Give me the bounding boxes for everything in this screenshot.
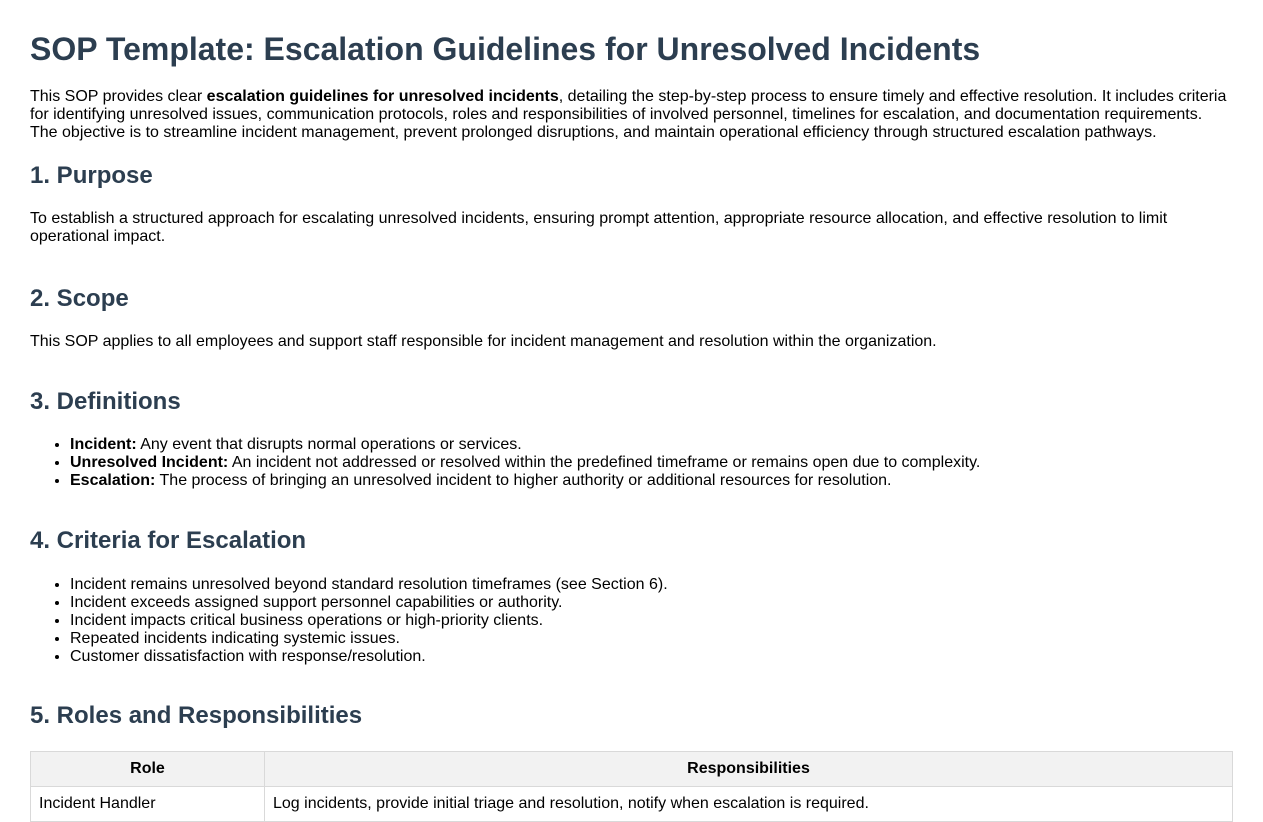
intro-text-end: , detailing the step-by-step process to ensure timely and effective resolution. It includes criteria for identifying unresolved issues, communication protocols, roles and responsibilities of involved personnel, timelines for escalation, and documentation requirements. The objective is to streamline incident management, prevent prolonged disruptions, and maintain operational efficiency through structured escalation pathways. [30,88,1227,141]
section-heading-purpose: 1. Purpose [30,162,153,189]
criteria-item: • Incident remains unresolved beyond standard resolution timeframes (see Section 6). [70,576,1233,594]
intro-text-start: This SOP provides clear [30,88,207,105]
column-header-responsibilities: Responsibilities [265,752,1233,787]
table-row [31,787,1233,822]
definition-item [70,436,1233,454]
section-heading-roles: 5. Roles and Responsibilities [30,702,363,729]
definition-item [70,454,1233,472]
definitions-list [30,436,1233,490]
definition-text: Any event that disrupts normal operations or services. [136,436,522,453]
roles-table [30,751,1233,822]
purpose-text: To establish a structured approach for escalating unresolved incidents, ensuring prompt attention, appropriate resource allocation, and effective resolution to limit operational impact. [30,210,1168,245]
section-heading-criteria: 4. Criteria for Escalation [30,527,307,554]
criteria-item: • Customer dissatisfaction with response/resolution. [70,648,1233,666]
column-header-role: Role [31,752,265,787]
section-heading-definitions: 3. Definitions [30,388,181,415]
intro-text-bold: escalation guidelines for unresolved incidents [206,88,559,105]
section-heading-scope: 2. Scope [30,285,129,312]
definition-text: An incident not addressed or resolved within the predefined timeframe or remains open due to complexity. [228,454,981,471]
table-header-row [31,752,1233,787]
intro-paragraph [30,69,1233,142]
scope-text: This SOP applies to all employees and support staff responsible for incident management and resolution within the organization. [30,333,937,350]
definition-term: Incident: [70,436,137,453]
definition-term: Escalation: [70,472,156,489]
criteria-item: • Incident impacts critical business operations or high-priority clients. [70,612,1233,630]
definition-item [70,472,1233,490]
role-cell: Incident Handler [31,787,265,822]
responsibilities-cell: Log incidents, provide initial triage and resolution, notify when escalation is required. [265,787,1233,822]
definition-text: The process of bringing an unresolved incident to higher authority or additional resources for resolution. [155,472,892,489]
page-title: SOP Template: Escalation Guidelines for Unresolved Incidents [30,31,981,67]
criteria-list [30,576,1233,666]
definition-term: Unresolved Incident: [70,454,229,471]
criteria-item: • Repeated incidents indicating systemic issues. [70,630,1233,648]
criteria-item: • Incident exceeds assigned support personnel capabilities or authority. [70,594,1233,612]
